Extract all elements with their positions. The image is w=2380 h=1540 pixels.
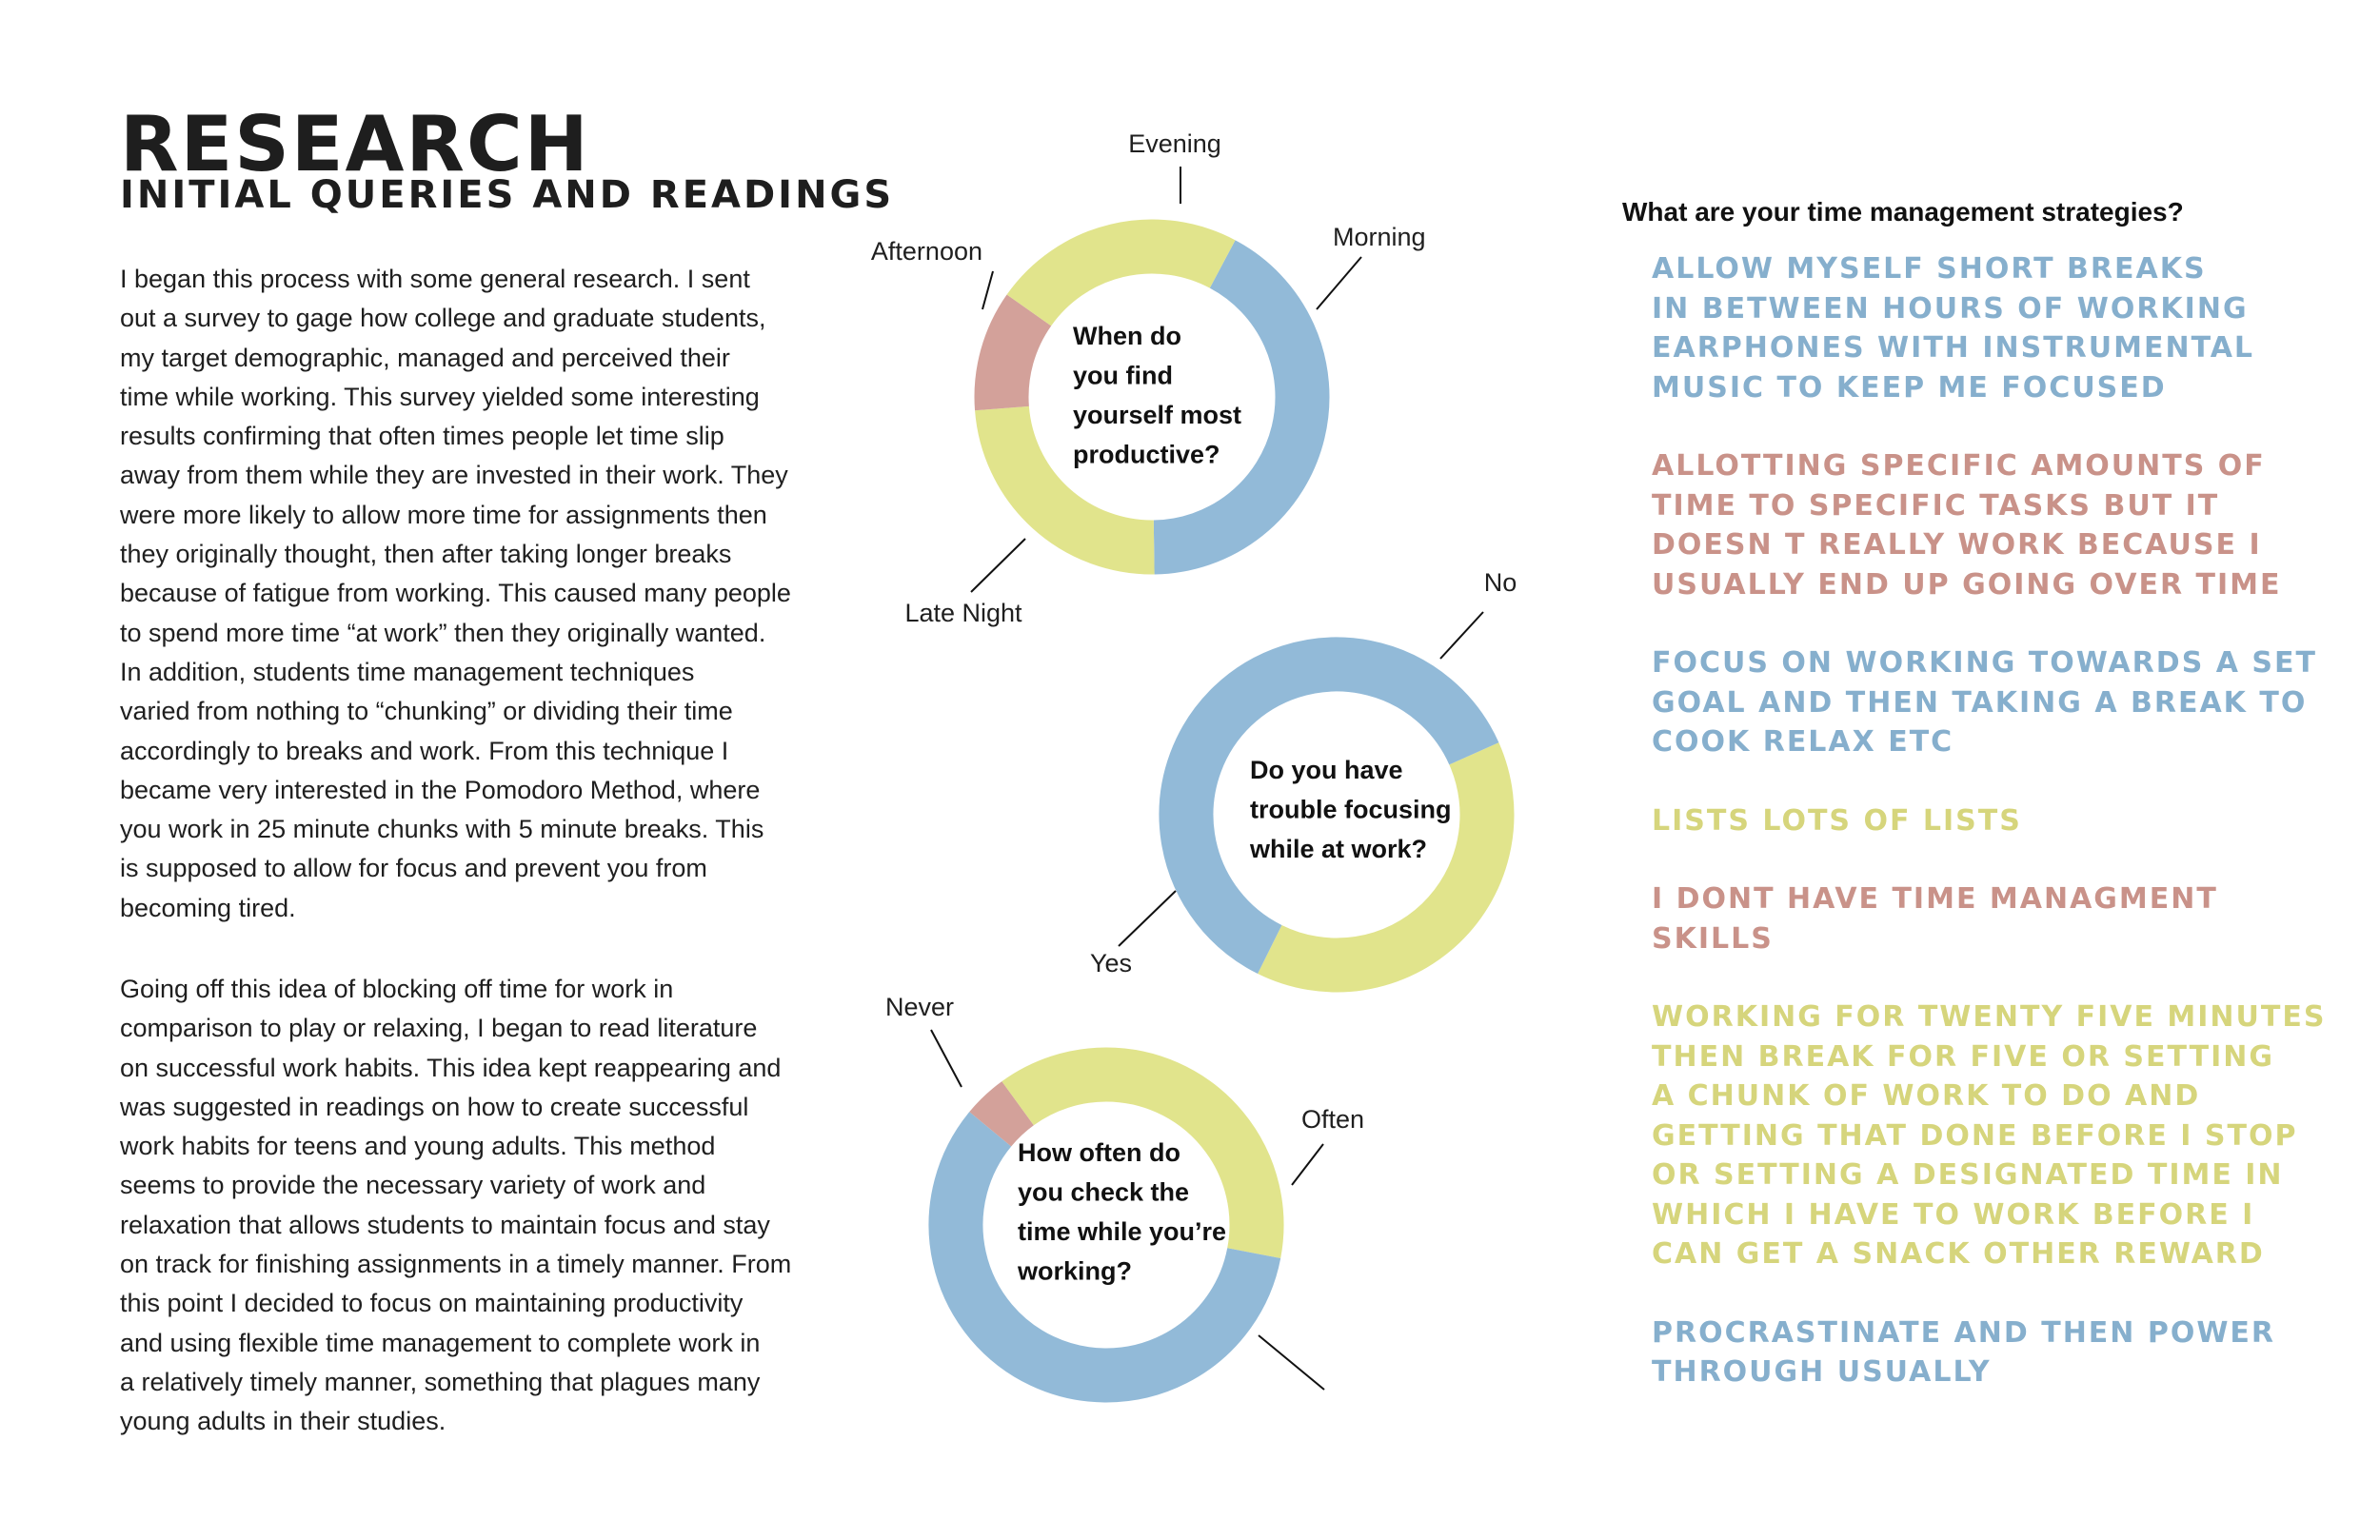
strategy-line: EARPHONES WITH INSTRUMENTAL — [1652, 331, 2255, 365]
strategy-line: SKILLS — [1652, 921, 1774, 956]
strategy-line: LISTS LOTS OF LISTS — [1652, 803, 2022, 838]
chart-question-line: working? — [1018, 1256, 1132, 1286]
leader-line — [1259, 1335, 1324, 1390]
slice-label: Yes — [1089, 949, 1133, 977]
donut-slice — [1002, 310, 1029, 408]
slice-label: Late Night — [904, 599, 1022, 627]
chart-question-line: Do you have — [1250, 756, 1403, 784]
donut-chart-3 — [885, 993, 1364, 1390]
strategy-line: DOESN T REALLY WORK BECAUSE I — [1652, 528, 2262, 562]
paragraph-line: young adults in their studies. — [120, 1407, 446, 1436]
strategy-line: A CHUNK OF WORK TO DO AND — [1652, 1079, 2201, 1113]
donut-slice — [1029, 247, 1222, 310]
chart-question-line: time while you’re — [1018, 1217, 1227, 1246]
slice-label: Never — [884, 993, 955, 1021]
slice-label: Evening — [1128, 129, 1221, 158]
strategy-item — [1652, 1313, 2337, 1392]
paragraph-line: was suggested in readings on how to create successful — [120, 1092, 749, 1121]
paragraph-line: results confirming that often times people let time slip — [120, 422, 724, 451]
page-title: RESEARCH — [120, 100, 590, 188]
strategy-line: MUSIC TO KEEP ME FOCUSED — [1652, 370, 2167, 405]
leader-line — [1317, 257, 1361, 309]
slice-label: Afternoon — [870, 237, 982, 266]
strategies-heading: What are your time management strategies? — [1622, 197, 2184, 227]
paragraph-line: on track for finishing assignments in a timely manner. From — [120, 1250, 792, 1279]
paragraph-line: a relatively timely manner, something that plagues many — [120, 1367, 761, 1396]
strategy-line: TIME TO SPECIFIC TASKS BUT IT — [1652, 488, 2220, 523]
strategy-item — [1652, 801, 2337, 841]
paragraph-line: on successful work habits. This idea kept reappearing and — [120, 1053, 782, 1082]
strategy-line: GOAL AND THEN TAKING A BREAK TO — [1652, 685, 2308, 720]
paragraph-line: is supposed to allow for focus and prevent you from — [120, 854, 707, 883]
paragraph-line: and using flexible time management to complete work in — [120, 1328, 761, 1357]
strategy-item — [1652, 997, 2337, 1274]
leader-line — [1440, 612, 1483, 659]
strategy-line: THROUGH USUALLY — [1652, 1355, 1992, 1389]
donut-chart-1 — [871, 129, 1426, 627]
chart-question-line: productive? — [1073, 440, 1220, 469]
strategy-line: GETTING THAT DONE BEFORE I STOP — [1652, 1118, 2298, 1153]
paragraph-line: because of fatigue from working. This caused many people — [120, 579, 791, 608]
paragraph-line: comparison to play or relaxing, I began to read literature — [120, 1014, 758, 1043]
paragraph-line: work habits for teens and young adults. This method — [120, 1132, 716, 1161]
leader-line — [931, 1030, 962, 1087]
strategy-line: COOK RELAX ETC — [1652, 725, 1954, 759]
chart-question-line: you check the — [1018, 1177, 1190, 1207]
paragraph-line: you work in 25 minute chunks with 5 minute breaks. This — [120, 815, 764, 844]
strategy-line: ALLOW MYSELF SHORT BREAKS — [1652, 252, 2207, 286]
chart-question-line: you find — [1073, 361, 1173, 390]
strategy-item — [1652, 879, 2337, 958]
donut-chart-2 — [1090, 568, 1517, 977]
paragraph-line: varied from nothing to “chunking” or dividing their time — [120, 697, 733, 726]
paragraph-line: I began this process with some general research. I sent — [120, 265, 750, 293]
page-subtitle: INITIAL QUERIES AND READINGS — [120, 173, 895, 217]
paragraph-line: Going off this idea of blocking off time for work in — [120, 975, 674, 1003]
donut-slice — [990, 1103, 1018, 1129]
leader-line — [1292, 1144, 1323, 1185]
strategy-line: CAN GET A SNACK OTHER REWARD — [1652, 1237, 2265, 1271]
strategy-item — [1652, 643, 2337, 762]
paragraph-line: this point I decided to focus on maintaining productivity — [120, 1289, 744, 1318]
paragraph-line: accordingly to breaks and work. From this technique I — [120, 736, 729, 765]
paragraph-line: relaxation that allows students to maintain focus and stay — [120, 1210, 770, 1239]
strategy-line: I DONT HAVE TIME MANAGMENT — [1652, 882, 2218, 916]
strategy-line: THEN BREAK FOR FIVE OR SETTING — [1652, 1039, 2274, 1074]
chart-question-line: yourself most — [1073, 401, 1242, 429]
slice-label: No — [1483, 568, 1517, 597]
strategy-line: WHICH I HAVE TO WORK BEFORE I — [1652, 1197, 2255, 1232]
chart-question-line: trouble focusing — [1250, 795, 1452, 824]
paragraph-line: away from them while they are invested in their work. They — [120, 461, 788, 490]
strategy-line: USUALLY END UP GOING OVER TIME — [1652, 567, 2282, 602]
leader-line — [1119, 891, 1176, 946]
strategy-line: PROCRASTINATE AND THEN POWER — [1652, 1315, 2276, 1350]
paragraph-line: out a survey to gage how college and graduate students, — [120, 304, 766, 333]
paragraph-line: In addition, students time management techniques — [120, 657, 695, 686]
slice-label: Often — [1300, 1105, 1365, 1134]
donut-slice — [1018, 1075, 1106, 1103]
paragraph-line: seems to provide the necessary variety of work and — [120, 1171, 706, 1200]
chart-question-line: How often do — [1018, 1138, 1180, 1167]
paragraph-line: time while working. This survey yielded some interesting — [120, 382, 760, 411]
paragraph-line: they originally thought, then after taking longer breaks — [120, 540, 732, 569]
strategies-list — [1652, 249, 2337, 1431]
strategy-line: IN BETWEEN HOURS OF WORKING — [1652, 291, 2249, 326]
leader-line — [971, 539, 1025, 592]
paragraph-line: my target demographic, managed and perceived their — [120, 343, 730, 372]
strategy-line: WORKING FOR TWENTY FIVE MINUTES — [1652, 1000, 2327, 1034]
paragraph-line: to spend more time “at work” then they originally wanted. — [120, 618, 766, 647]
strategy-item — [1652, 446, 2337, 604]
slice-label: Morning — [1333, 223, 1426, 251]
strategy-line: FOCUS ON WORKING TOWARDS A SET — [1652, 646, 2317, 680]
leader-line — [982, 271, 993, 309]
paragraph-line: became very interested in the Pomodoro Method, where — [120, 775, 761, 804]
strategy-item — [1652, 249, 2337, 407]
paragraph-line: were more likely to allow more time for assignments then — [120, 500, 767, 529]
strategy-line: OR SETTING A DESIGNATED TIME IN — [1652, 1158, 2284, 1192]
paragraph-line: becoming tired. — [120, 893, 296, 922]
chart-question-line: while at work? — [1250, 835, 1428, 863]
donut-slice — [1002, 408, 1154, 547]
chart-question-line: When do — [1073, 322, 1181, 350]
strategy-line: ALLOTTING SPECIFIC AMOUNTS OF — [1652, 449, 2266, 483]
